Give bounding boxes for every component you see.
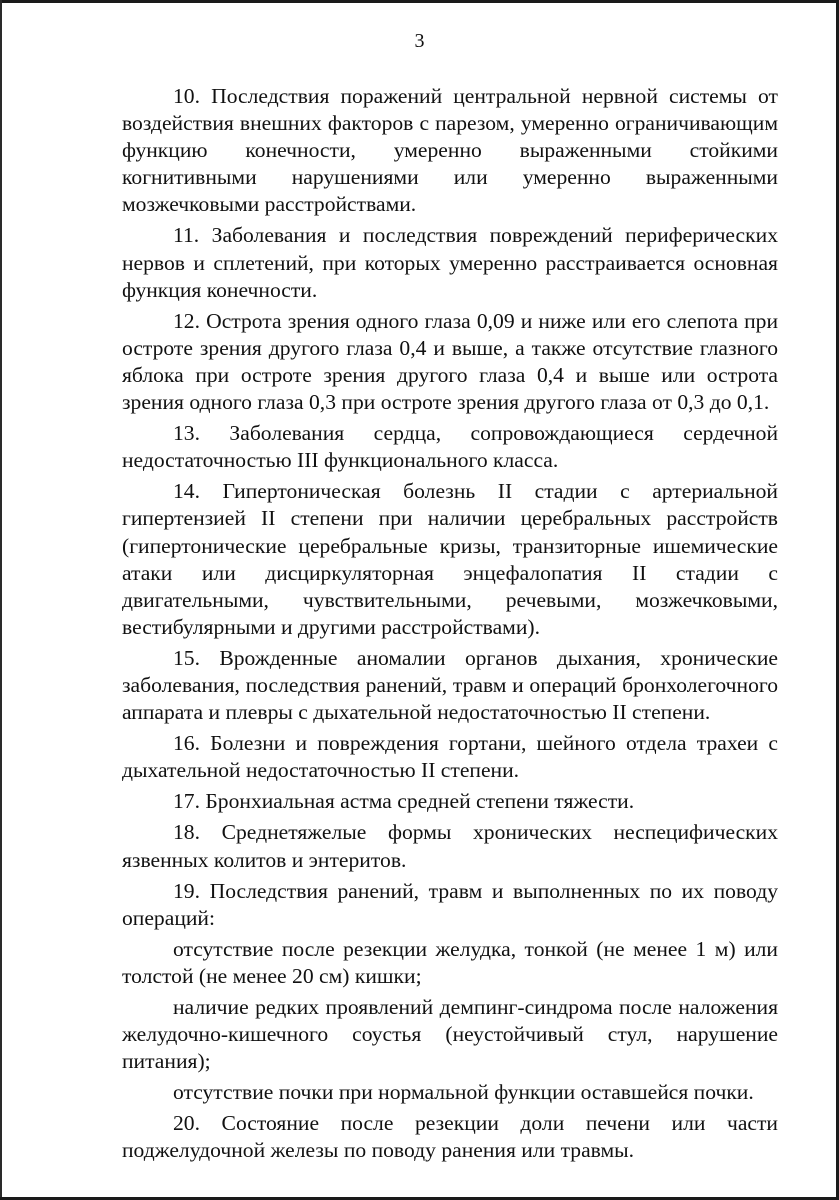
subitem-dumping-syndrome: наличие редких проявлений демпинг-синдрома после наложения желудочно-кишечного соустья (неустойчивый стул, нарушение питания); [122,995,778,1074]
paragraph-20: 20. Состояние после резекции доли печени или части поджелудочной железы по поводу ранения или травмы. [122,1111,778,1163]
subitem-kidney: отсутствие почки при нормальной функции оставшейся почки. [173,1080,754,1105]
paragraph-14: 14. Гипертоническая болезнь II стадии с артериальной гипертензией II степени при наличии церебральных расстройств (гипертонические церебральные кризы, транзиторные ишемические атаки или дисциркуляторная энцефалопатия II стадии с двигательными, чувствительными, речевыми, мозжечковыми, вестибулярными и другими расстройствами). [122,479,778,639]
paragraph-12: 12. Острота зрения одного глаза 0,09 и ниже или его слепота при остроте зрения другого глаза 0,4 и выше, а также отсутствие глазного яблока при остроте зрения другого глаза 0,4 и выше или острота зрения одного глаза 0,3 при остроте зрения другого глаза от 0,3 до 0,1. [122,308,778,415]
document-body [122,83,778,1165]
paragraph-16: 16. Болезни и повреждения гортани, шейного отдела трахеи с дыхательной недостаточностью II степени. [122,731,778,783]
scan-edge-top [0,0,839,3]
page-number: 3 [414,30,425,52]
scan-edge-left [0,0,2,1200]
subitem-resection: отсутствие после резекции желудка, тонкой (не менее 1 м) или толстой (не менее 20 см) кишки; [122,936,778,988]
paragraph-19: 19. Последствия ранений, травм и выполненных по их поводу операций: [122,878,778,930]
paragraph-15: 15. Врожденные аномалии органов дыхания, хронические заболевания, последствия ранений, травм и операций бронхолегочного аппарата и плевры с дыхательной недостаточностью II степени. [122,645,778,725]
paragraph-10: 10. Последствия поражений центральной нервной системы от воздействия внешних факторов с парезом, умеренно ограничивающим функцию конечности, умеренно выраженными стойкими когнитивными нарушениями или умеренно выраженными мозжечковыми расстройствами. [122,84,778,217]
paragraph-11: 11. Заболевания и последствия повреждений периферических нервов и сплетений, при которых умеренно расстраивается основная функция конечности. [122,223,778,302]
paragraph-17: 17. Бронхиальная астма средней степени тяжести. [173,789,635,814]
paragraph-18: 18. Среднетяжелые формы хронических неспецифических язвенных колитов и энтеритов. [122,820,778,872]
paragraph-13: 13. Заболевания сердца, сопровождающиеся сердечной недостаточностью III функционального класса. [122,421,778,473]
